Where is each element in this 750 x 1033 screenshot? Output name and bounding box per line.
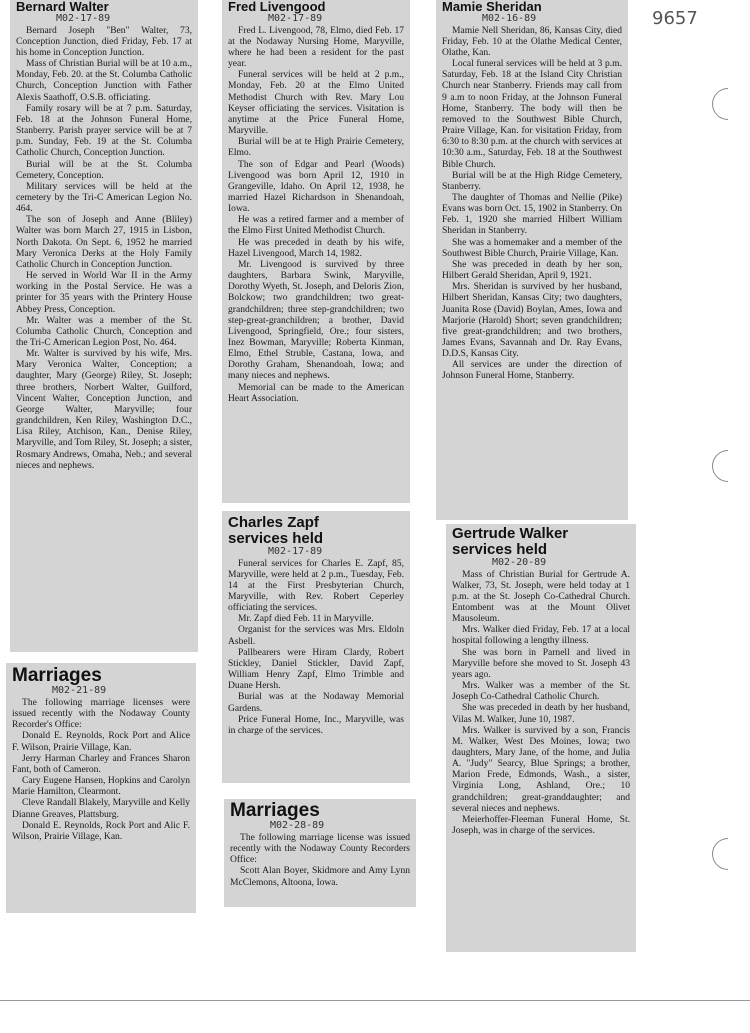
clipping-title: Bernard Walter (16, 0, 109, 14)
paragraph: Mass of Christian Burial will be at 10 a.m., Monday, Feb. 20. at the St. Columba Catholic Church, Conception Junction with Father Alexis Saathoff, O.S.B. officiating. (16, 58, 192, 103)
paragraph: Organist for the services was Mrs. Eldoln Asbell. (228, 624, 404, 647)
paragraph: Local funeral services will be held at 3 p.m. Saturday, Feb. 18 at the Island City Christian Church near Stanberry. Friends may call from 9 a.m to noon Friday, at the Johnson Funeral Home, Stanberry. The body will then be removed to the Southwest Bible Church, Praire Village, Kan. for visitation Friday, from 6:30 to 8:30 p.m. at the church with services at 10:30 a.m., Saturday, Feb. 18 at the Southwest Bible Church. (442, 58, 622, 170)
obituary-charles-zapf (222, 511, 410, 783)
handwritten-date-annotation: M02-21-89 (52, 684, 107, 696)
obituary-bernard-walter (10, 0, 198, 652)
clipping-body (228, 558, 404, 737)
obituary-mamie-sheridan (436, 0, 628, 520)
paragraph: He was preceded in death by his wife, Hazel Livengood, March 14, 1982. (228, 236, 404, 259)
paragraph: Mrs. Walker died Friday, Feb. 17 at a local hospital following a lengthy illness. (452, 624, 630, 647)
paragraph: Mass of Christian Burial for Gertrude A. Walker, 73, St. Joseph, were held today at 1 p.m. at the St. Joseph Co-Cathedral Church. Entombent was at the Mount Olivet Mausoleum. (452, 568, 630, 625)
paragraph: Burial will be at te High Prairie Cemetery, Elmo. (228, 136, 404, 159)
handwritten-date-annotation: M02-17-89 (56, 12, 111, 24)
paragraph: Mrs. Walker is survived by a son, Francis M. Walker, West Des Moines, Iowa; two daughters, Mary Jane, of the home, and Julia A. "Judy" Searcy, Blue Springs; a brother, Marion Frede, Edmonds, Wash., a sister, Virginia Long, Ashland, Ore.; 10 grandchildren; great-granddaughter; and several nieces and nephews. (452, 724, 630, 814)
paragraph: Mrs. Sheridan is survived by her husband, Hilbert Sheridan, Kansas City; two daughters, Juanita Rose (David) Boylan, Ames, Iowa and Marjorie (Harold) Short; seven grandchildren; five great-grandchildren; and two brothers, James Evans, Savannah and Dr. Ray Evans, D.D.S, Kansas City. (442, 281, 622, 360)
punch-hole-middle (705, 443, 750, 488)
clipping-body (452, 569, 630, 837)
handwritten-date-annotation: M02-16-89 (482, 12, 537, 24)
paragraph: Funeral services will be held at 2 p.m., Monday, Feb. 20 at the Elmo United Methodist Church with Rev. Mary Lou Keyser officiating the services. Visitation is anytime at the Price Funeral Home, Maryville. (228, 69, 404, 137)
paragraph: Memorial can be made to the American Heart Association. (228, 381, 404, 404)
paragraph: Military services will be held at the cemetery by the Tri-C American Legion No. 464. (16, 180, 192, 215)
clipping-title-line2: services held (228, 529, 324, 547)
paragraph: Mr. Zapf died Feb. 11 in Maryville. (238, 613, 374, 625)
paragraph: She was preceded in death by her husband, Vilas M. Walker, June 10, 1987. (452, 702, 630, 725)
clipping-body (16, 25, 192, 471)
paragraph: She was preceded in death by her son, Hilbert Gerald Sheridan, April 9, 1921. (442, 258, 622, 282)
marriages-notice-2 (224, 799, 416, 907)
paragraph: She was a homemaker and a member of the Southwest Bible Church, Prairie Village, Kan. (442, 236, 622, 259)
punch-hole-bottom (705, 831, 750, 876)
clipping-title: Fred Livengood (228, 0, 326, 14)
paragraph: Price Funeral Home, Inc., Maryville, was in charge of the services. (228, 713, 404, 736)
paragraph: Burial will be at the High Ridge Cemetery, Stanberry. (442, 169, 622, 192)
paragraph: Cary Eugene Hansen, Hopkins and Carolyn Marie Hamilton, Clearmont. (12, 775, 190, 798)
paragraph: The son of Edgar and Pearl (Woods) Livengood was born April 12, 1910 in Grangeville, Idaho. On April 12, 1938, he married Hazel Richardson in Shenandoah, Iowa. (228, 158, 404, 215)
marriages-notice-1 (6, 663, 196, 913)
paragraph: Bernard Joseph "Ben" Walter, 73, Conception Junction, died Friday, Feb. 17 at his home in Conception Junction. (16, 24, 192, 58)
handwritten-date-annotation: M02-28-89 (270, 819, 325, 831)
clipping-body (228, 25, 404, 404)
paragraph: Mamie Nell Sheridan, 86, Kansas City, died Friday, Feb. 10 at the Olathe Medical Center, Olathe, Kan. (442, 24, 622, 58)
paragraph: Jerry Harman Charley and Frances Sharon Fant, both of Cameron. (12, 752, 190, 775)
paragraph: The following marriage license was issued recently with the Nodaway County Recorders Office: (230, 831, 410, 866)
paragraph: Scott Alan Boyer, Skidmore and Amy Lynn McClemons, Altoona, Iowa. (230, 865, 410, 888)
clipping-title: Marriages (12, 665, 102, 686)
obituary-gertrude-walker (446, 524, 636, 952)
paragraph: Cleve Randall Blakely, Maryville and Kelly Dianne Greaves, Plattsburg. (12, 797, 190, 820)
paragraph: Mr. Walter is survived by his wife, Mrs. Mary Veronica Walter, Conception; a daughter, Mary (George) Riley, St. Joseph; three brothers, Norbert Walter, Guilford, Vincent Walter, Conception Junction, and George Walter, Maryville; four grandchildren, Ken Riley, Washington D.C., Lisa Riley, Atchison, Kan., Denise Riley, Maryville, and Tom Riley, St. Joseph; a sister, Rosmary Andrews, Omaha, Neb.; and several nieces and nephews. (16, 348, 192, 471)
clipping-body (230, 832, 410, 888)
paragraph: Family rosary will be at 7 p.m. Saturday, Feb. 18 at the Johnson Funeral Home, Stanberry. Parish prayer service will be at 7 p.m. Sunday, Feb. 19 at the St. Columba Catholic Church, Conception Junction. (16, 102, 192, 159)
paragraph: Funeral services for Charles E. Zapf, 85, Maryville, were held at 2 p.m., Tuesday, Feb. 14 at the First Presbyterian Church, Maryville, with Rev. Robert Ceperley officiating the services. (228, 557, 404, 614)
page-edge-line (0, 1000, 750, 1001)
handwritten-date-annotation: M02-17-89 (268, 545, 323, 557)
paragraph: Burial will be at the St. Columba Cemetery, Conception. (16, 158, 192, 181)
paragraph: All services are under the direction of Johnson Funeral Home, Stanberry. (442, 359, 622, 382)
clipping-body (442, 25, 622, 382)
clipping-title-line1: Gertrude Walker (452, 525, 569, 542)
clipping-title: Mamie Sheridan (442, 0, 542, 14)
page-number: 9657 (652, 8, 698, 29)
obituary-fred-livengood (222, 0, 410, 503)
punch-hole-top (705, 81, 750, 126)
clipping-title: Marriages (230, 800, 320, 821)
paragraph: The son of Joseph and Anne (Bliley) Walter was born March 27, 1915 in Lisbon, North Dakota. On Sept. 6, 1952 he married Mary Veronica Derks at the Holy Family Catholic Church in Conception Junction. (16, 214, 192, 270)
handwritten-date-annotation: M02-20-89 (492, 556, 547, 568)
paragraph: Donald E. Reynolds, Rock Port and Alice F. Wilson, Prairie Village, Kan. (12, 730, 190, 753)
paragraph: Burial was at the Nodaway Memorial Gardens. (228, 691, 404, 714)
paragraph: Mrs. Walker was a member of the St. Joseph Co-Cathedral Catholic Church. (452, 680, 630, 703)
clipping-title-line2: services held (452, 540, 548, 558)
paragraph: Donald E. Reynolds, Rock Port and Alic F. Wilson, Prairie Village, Kan. (12, 819, 190, 842)
paragraph: Meierhoffer-Fleeman Funeral Home, St. Joseph, was in charge of the services. (452, 813, 630, 837)
clipping-title-line1: Charles Zapf (228, 514, 319, 531)
paragraph: Pallbearers were Hiram Clardy, Robert Stickley, Daniel Stickler, David Zapf, William Henry Zapf, Elmo Trimble and Duane Hersh. (228, 646, 404, 692)
paragraph: Mr. Livengood is survived by three daughters, Barbara Swink, Maryville, Dorothy Wyeth, St. Joseph, and Deloris Zion, Bolckow; two grandchildren; two great-grandchildren; three step-grandchildren; two step-great-granchildren; a brother, David Livengood, Springfield, Ore.; four sisters, Inez Bowman, Maryville; Roberta Kinman, Elmo, Ethel Struble, Castana, Iowa, and Dorothy Graham, Shenandoah, Iowa; and many nieces and nephews. (228, 258, 404, 382)
paragraph: She was born in Parnell and lived in Maryville before she moved to St. Joseph 43 years ago. (452, 646, 630, 680)
paragraph: Fred L. Livengood, 78, Elmo, died Feb. 17 at the Nodaway Nursing Home, Maryville, where he had been a resident for the past year. (228, 24, 404, 70)
paragraph: He served in World War II in the Army working in the Postal Service. He was a printer for 35 years with the Printery House Abbey Press, Conception. (16, 270, 192, 315)
handwritten-date-annotation: M02-17-89 (268, 12, 323, 24)
paragraph: The daughter of Thomas and Nellie (Pike) Evans was born Oct. 15, 1902 in Stanberry. On Feb. 1, 1920 she married Hilbert William Sheridan in Stanberry. (442, 191, 622, 237)
paragraph: Mr. Walter was a member of the St. Columba Catholic Church, Conception and the Tri-C American Legion Post, No. 464. (16, 314, 192, 349)
paragraph: The following marriage licenses were issued recently with the Nodaway County Recorder's Office: (12, 696, 190, 731)
clipping-body (12, 697, 190, 842)
paragraph: He was a retired farmer and a member of the Elmo First United Methodist Church. (228, 214, 404, 237)
